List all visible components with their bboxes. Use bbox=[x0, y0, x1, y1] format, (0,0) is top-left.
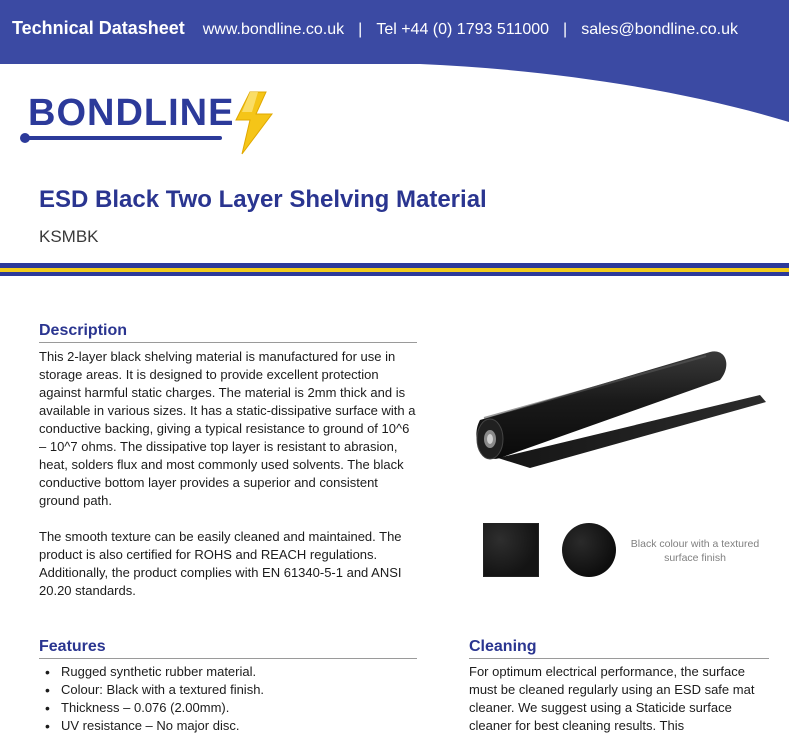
description-paragraph-1: This 2-layer black shelving material is manufactured for use in storage areas. It is designed to provide excellent protection against harmful static charges. The material is 2mm thick and is available in various sizes. It has a static-dissipative surface with a conductive backing, giving a typical resistance to ground of 10^6 – 10^7 ohms. The dissipative top layer is resistant to abrasion, heat, solders flux and most commonly used solvents. The black conductive bottom layer provides a superior and consistent ground path. bbox=[39, 349, 416, 508]
logo-underline bbox=[22, 136, 222, 140]
divider-stripe bbox=[0, 263, 789, 277]
header-separator: | bbox=[358, 21, 363, 38]
cleaning-heading: Cleaning bbox=[469, 638, 769, 659]
lightning-bolt-icon bbox=[228, 90, 278, 156]
product-title: ESD Black Two Layer Shelving Material bbox=[39, 186, 487, 213]
description-paragraph-2: The smooth texture can be easily cleaned and maintained. The product is also certified for ROHS and REACH regulations. Additionally, the product complies with EN 61340-5-1 and ANSI 20.20 standards. bbox=[39, 529, 402, 598]
datasheet-title: Technical Datasheet bbox=[12, 18, 185, 38]
description-heading: Description bbox=[39, 322, 417, 343]
logo-wordmark: BONDLINE bbox=[28, 92, 235, 134]
logo-dot bbox=[20, 133, 30, 143]
features-list bbox=[45, 663, 425, 735]
header-bar bbox=[12, 18, 777, 39]
bondline-logo bbox=[22, 90, 282, 160]
website-link[interactable]: www.bondline.co.uk bbox=[202, 21, 345, 38]
product-roll-image bbox=[470, 340, 770, 490]
list-item: • Rugged synthetic rubber material. bbox=[45, 663, 425, 681]
header-separator: | bbox=[563, 21, 568, 38]
swatch-caption: Black colour with a textured surface finish bbox=[630, 538, 760, 564]
phone-number[interactable]: Tel +44 (0) 1793 511000 bbox=[376, 21, 550, 38]
list-item: • Thickness – 0.076 (2.00mm). bbox=[45, 699, 425, 717]
email-link[interactable]: sales@bondline.co.uk bbox=[581, 21, 738, 38]
list-item: • Colour: Black with a textured finish. bbox=[45, 681, 425, 699]
product-code: KSMBK bbox=[39, 227, 99, 246]
list-item: • UV resistance – No major disc. bbox=[45, 717, 425, 735]
cleaning-paragraph: For optimum electrical performance, the surface must be cleaned regularly using an ESD safe mat cleaner. We suggest using a Staticide surface cleaner for best cleaning results. This bbox=[469, 664, 755, 733]
colour-swatch-circle bbox=[562, 523, 616, 577]
features-heading: Features bbox=[39, 638, 417, 659]
texture-swatch-square bbox=[483, 523, 539, 577]
